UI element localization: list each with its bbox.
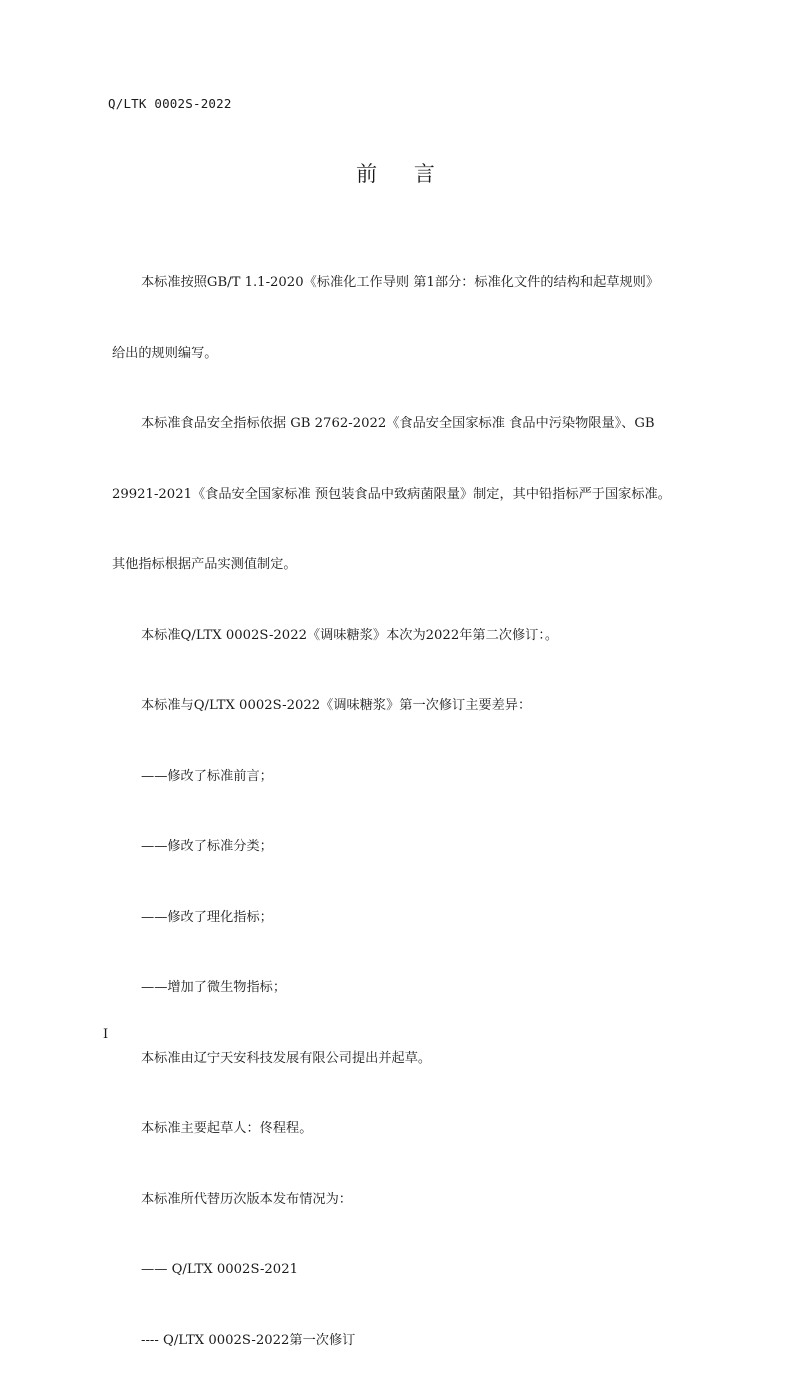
list-item: ---- Q/LTX 0002S-2022第一次修订 [141, 1332, 356, 1348]
paragraph-line: 本标准主要起草人：佟程程。 [141, 1121, 313, 1136]
paragraph-line: 本标准由辽宁天安科技发展有限公司提出并起草。 [141, 1050, 432, 1066]
standard-code: Q/LTK 0002S-2022 [108, 96, 232, 111]
page-title: 前 言 [356, 162, 437, 186]
paragraph-line: 本标准食品安全指标依据 GB 2762-2022《食品安全国家标准 食品中污染物限量》、GB [141, 416, 655, 431]
paragraph-line: 本标准所代替历次版本发布情况为： [141, 1191, 352, 1207]
list-item: —— Q/LTX 0002S-2021 [141, 1262, 298, 1277]
page-number: I [103, 1027, 109, 1042]
paragraph-line: 给出的规则编写。 [112, 345, 218, 361]
list-item: ——修改了理化指标； [141, 909, 273, 925]
paragraph-line: 本标准Q/LTX 0002S-2022《调味糖浆》本次为2022年第二次修订：。 [141, 627, 559, 643]
list-item: ——修改了标准分类； [141, 839, 273, 854]
list-item: ——修改了标准前言； [141, 768, 273, 784]
paragraph-line: 其他指标根据产品实测值制定。 [112, 557, 297, 572]
paragraph-line: 本标准按照GB/T 1.1-2020《标准化工作导则 第1部分：标准化文件的结构和起草规则》 [141, 275, 660, 290]
paragraph-line: 本标准与Q/LTX 0002S-2022《调味糖浆》第一次修订主要差异： [141, 698, 532, 713]
paragraph-line: 29921-2021《食品安全国家标准 预包装食品中致病菌限量》制定，其中铅指标严于国家标准。 [112, 486, 671, 502]
foreword-body [112, 224, 684, 1376]
list-item: ——增加了微生物指标； [141, 980, 287, 995]
